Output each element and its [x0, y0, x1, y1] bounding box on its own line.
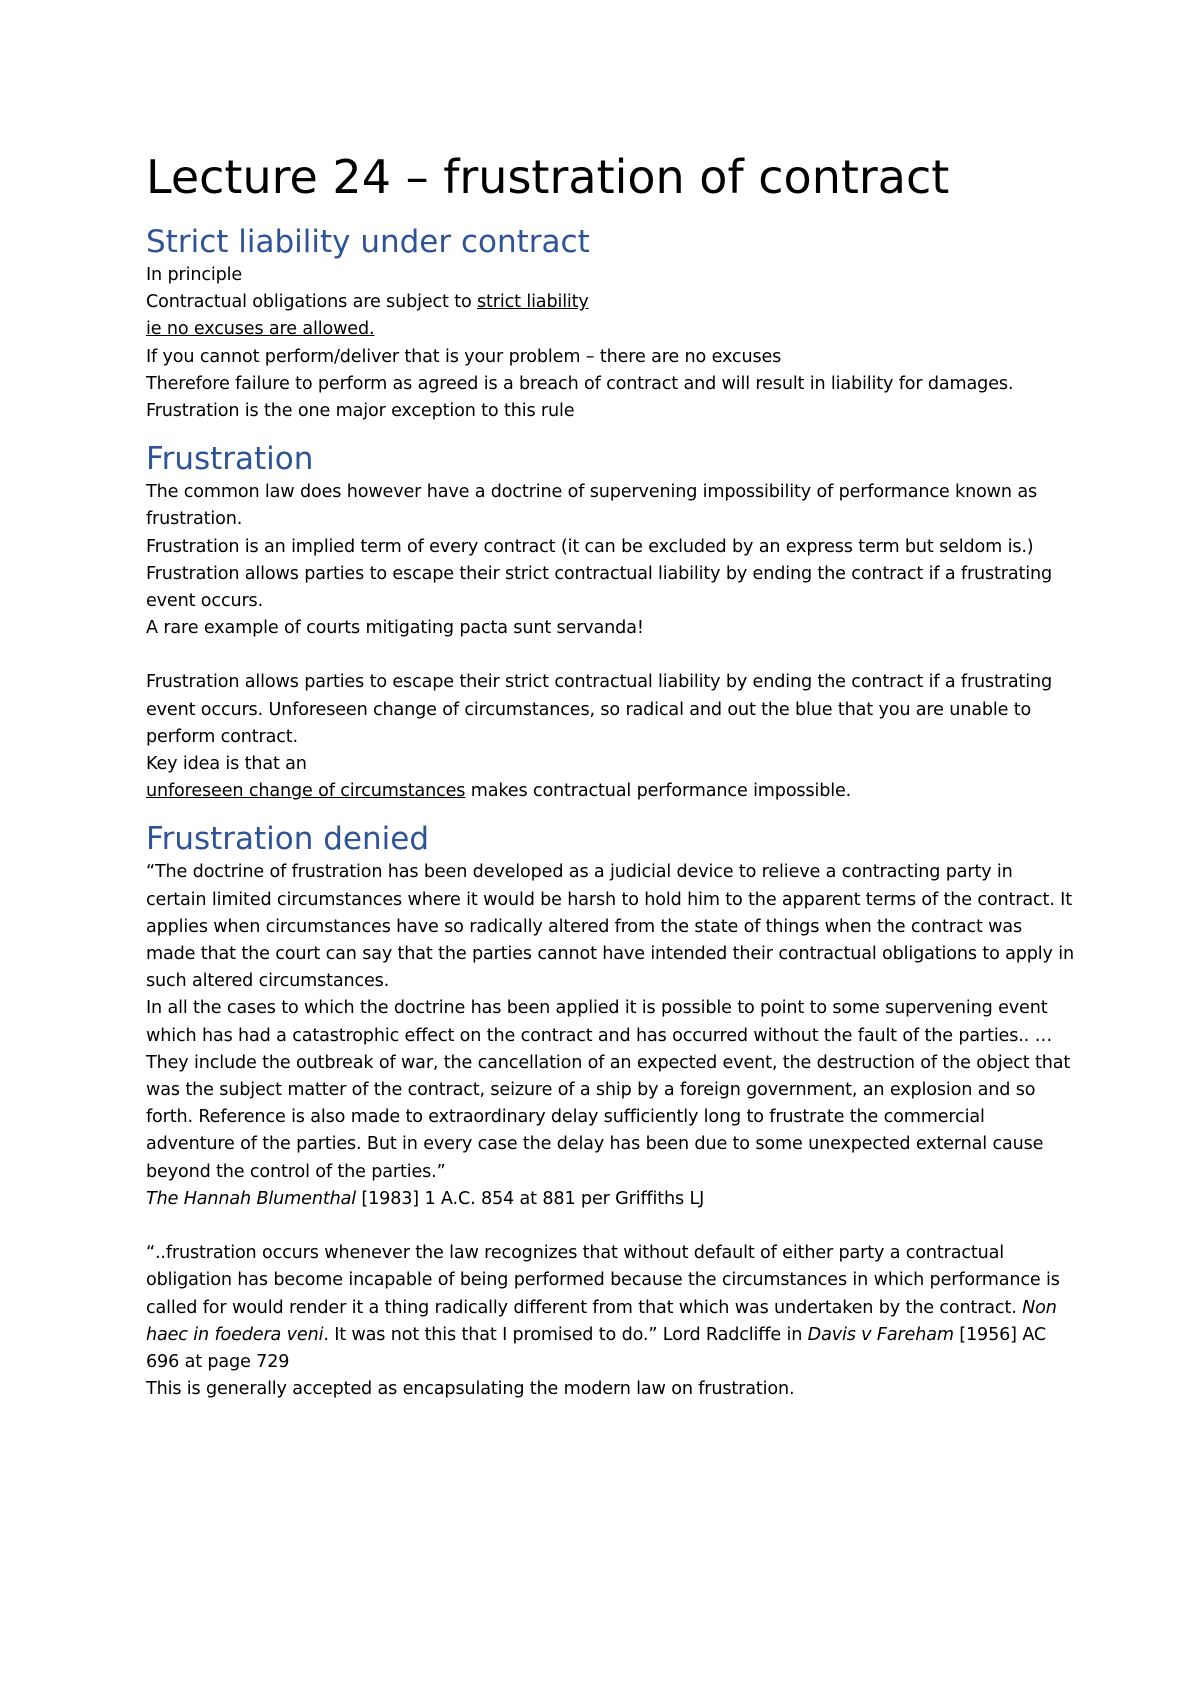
paragraph: Therefore failure to perform as agreed is a breach of contract and will result in liability for damages. — [146, 373, 1014, 394]
paragraph: A rare example of courts mitigating pacta sunt servanda! — [146, 618, 644, 639]
text-run: Contractual obligations are subject to — [146, 292, 478, 313]
paragraph — [146, 778, 1076, 805]
underlined-text: ie no excuses are allowed. — [146, 319, 375, 340]
section-heading: Frustration denied — [146, 821, 430, 858]
quote-paragraph: “The doctrine of frustration has been developed as a judicial device to relieve a contracting party in certain limited circumstances where it would be harsh to hold him to the apparent terms of the contract. It applies when circumstances have so radically altered from the state of things when the contract was made that the court can say that the parties cannot have intended their contractual obligations to apply in such altered circumstances. — [146, 862, 1074, 992]
underlined-text: strict liability — [477, 292, 589, 313]
citation — [146, 1186, 1076, 1213]
section-heading: Frustration — [146, 441, 314, 478]
paragraph: Frustration allows parties to escape their strict contractual liability by ending the contract if a frustrating event occurs. — [146, 563, 1053, 612]
paragraph — [146, 316, 1076, 343]
quote-paragraph — [146, 1240, 1076, 1376]
underlined-text: unforeseen change of circumstances — [146, 781, 466, 802]
latin-phrase: Non haec in foedera veni — [146, 1297, 1057, 1345]
paragraph — [146, 289, 1076, 316]
case-name: Davis v Fareham — [807, 1324, 954, 1345]
text-run: makes contractual performance impossible. — [465, 781, 852, 802]
text-run: . It was not this that I promised to do.” Lord Radcliffe in — [323, 1324, 808, 1345]
text-run: [1956] AC 696 at page 729 — [146, 1324, 1047, 1372]
paragraph: The common law does however have a doctrine of supervening impossibility of performance known as frustration. — [146, 482, 1038, 530]
section-frustration — [146, 439, 1076, 805]
paragraph: If you cannot perform/deliver that is your problem – there are no excuses — [146, 346, 782, 367]
section-heading: Strict liability under contract — [146, 224, 590, 260]
paragraph: Key idea is that an — [146, 754, 307, 775]
case-name: The Hannah Blumenthal — [146, 1188, 356, 1209]
paragraph: Frustration is the one major exception to this rule — [146, 401, 575, 422]
quote-paragraph: In all the cases to which the doctrine has been applied it is possible to point to some supervening event which has had a catastrophic effect on the contract and has occurred without the fault of the parties.. …They include the outbreak of war, the cancellation of an expected event, the destruction of the object that was the subject matter of the contract, seizure of a ship by a foreign government, an explosion and so forth. Reference is also made to extraordinary delay sufficiently long to frustrate the commercial adventure of the parties. But in every case the delay has been due to some unexpected external cause beyond the control of the parties.” — [146, 998, 1071, 1182]
paragraph: This is generally accepted as encapsulating the modern law on frustration. — [146, 1379, 795, 1400]
paragraph: In principle — [146, 265, 243, 285]
section-strict-liability — [146, 222, 1076, 425]
document-body — [146, 144, 1076, 1403]
text-run: [1983] 1 A.C. 854 at 881 per Griffiths LJ — [355, 1188, 705, 1209]
spacer — [146, 642, 1076, 669]
section-frustration-denied — [146, 819, 1076, 1403]
text-run: “..frustration occurs whenever the law recognizes that without default of either party a contractual obligation has become incapable of being performed because the circumstances in which performance is called for would render it a thing radically different from that which was undertaken by the contract. — [146, 1243, 1060, 1318]
paragraph: Frustration is an implied term of every contract (it can be excluded by an express term but seldom is.) — [146, 536, 1034, 557]
spacer — [146, 1213, 1076, 1240]
paragraph: Frustration allows parties to escape their strict contractual liability by ending the contract if a frustrating event occurs. Unforeseen change of circumstances, so radical and out the blue that you are unable to perform contract. — [146, 672, 1053, 747]
page-title: Lecture 24 – frustration of contract — [146, 150, 950, 204]
